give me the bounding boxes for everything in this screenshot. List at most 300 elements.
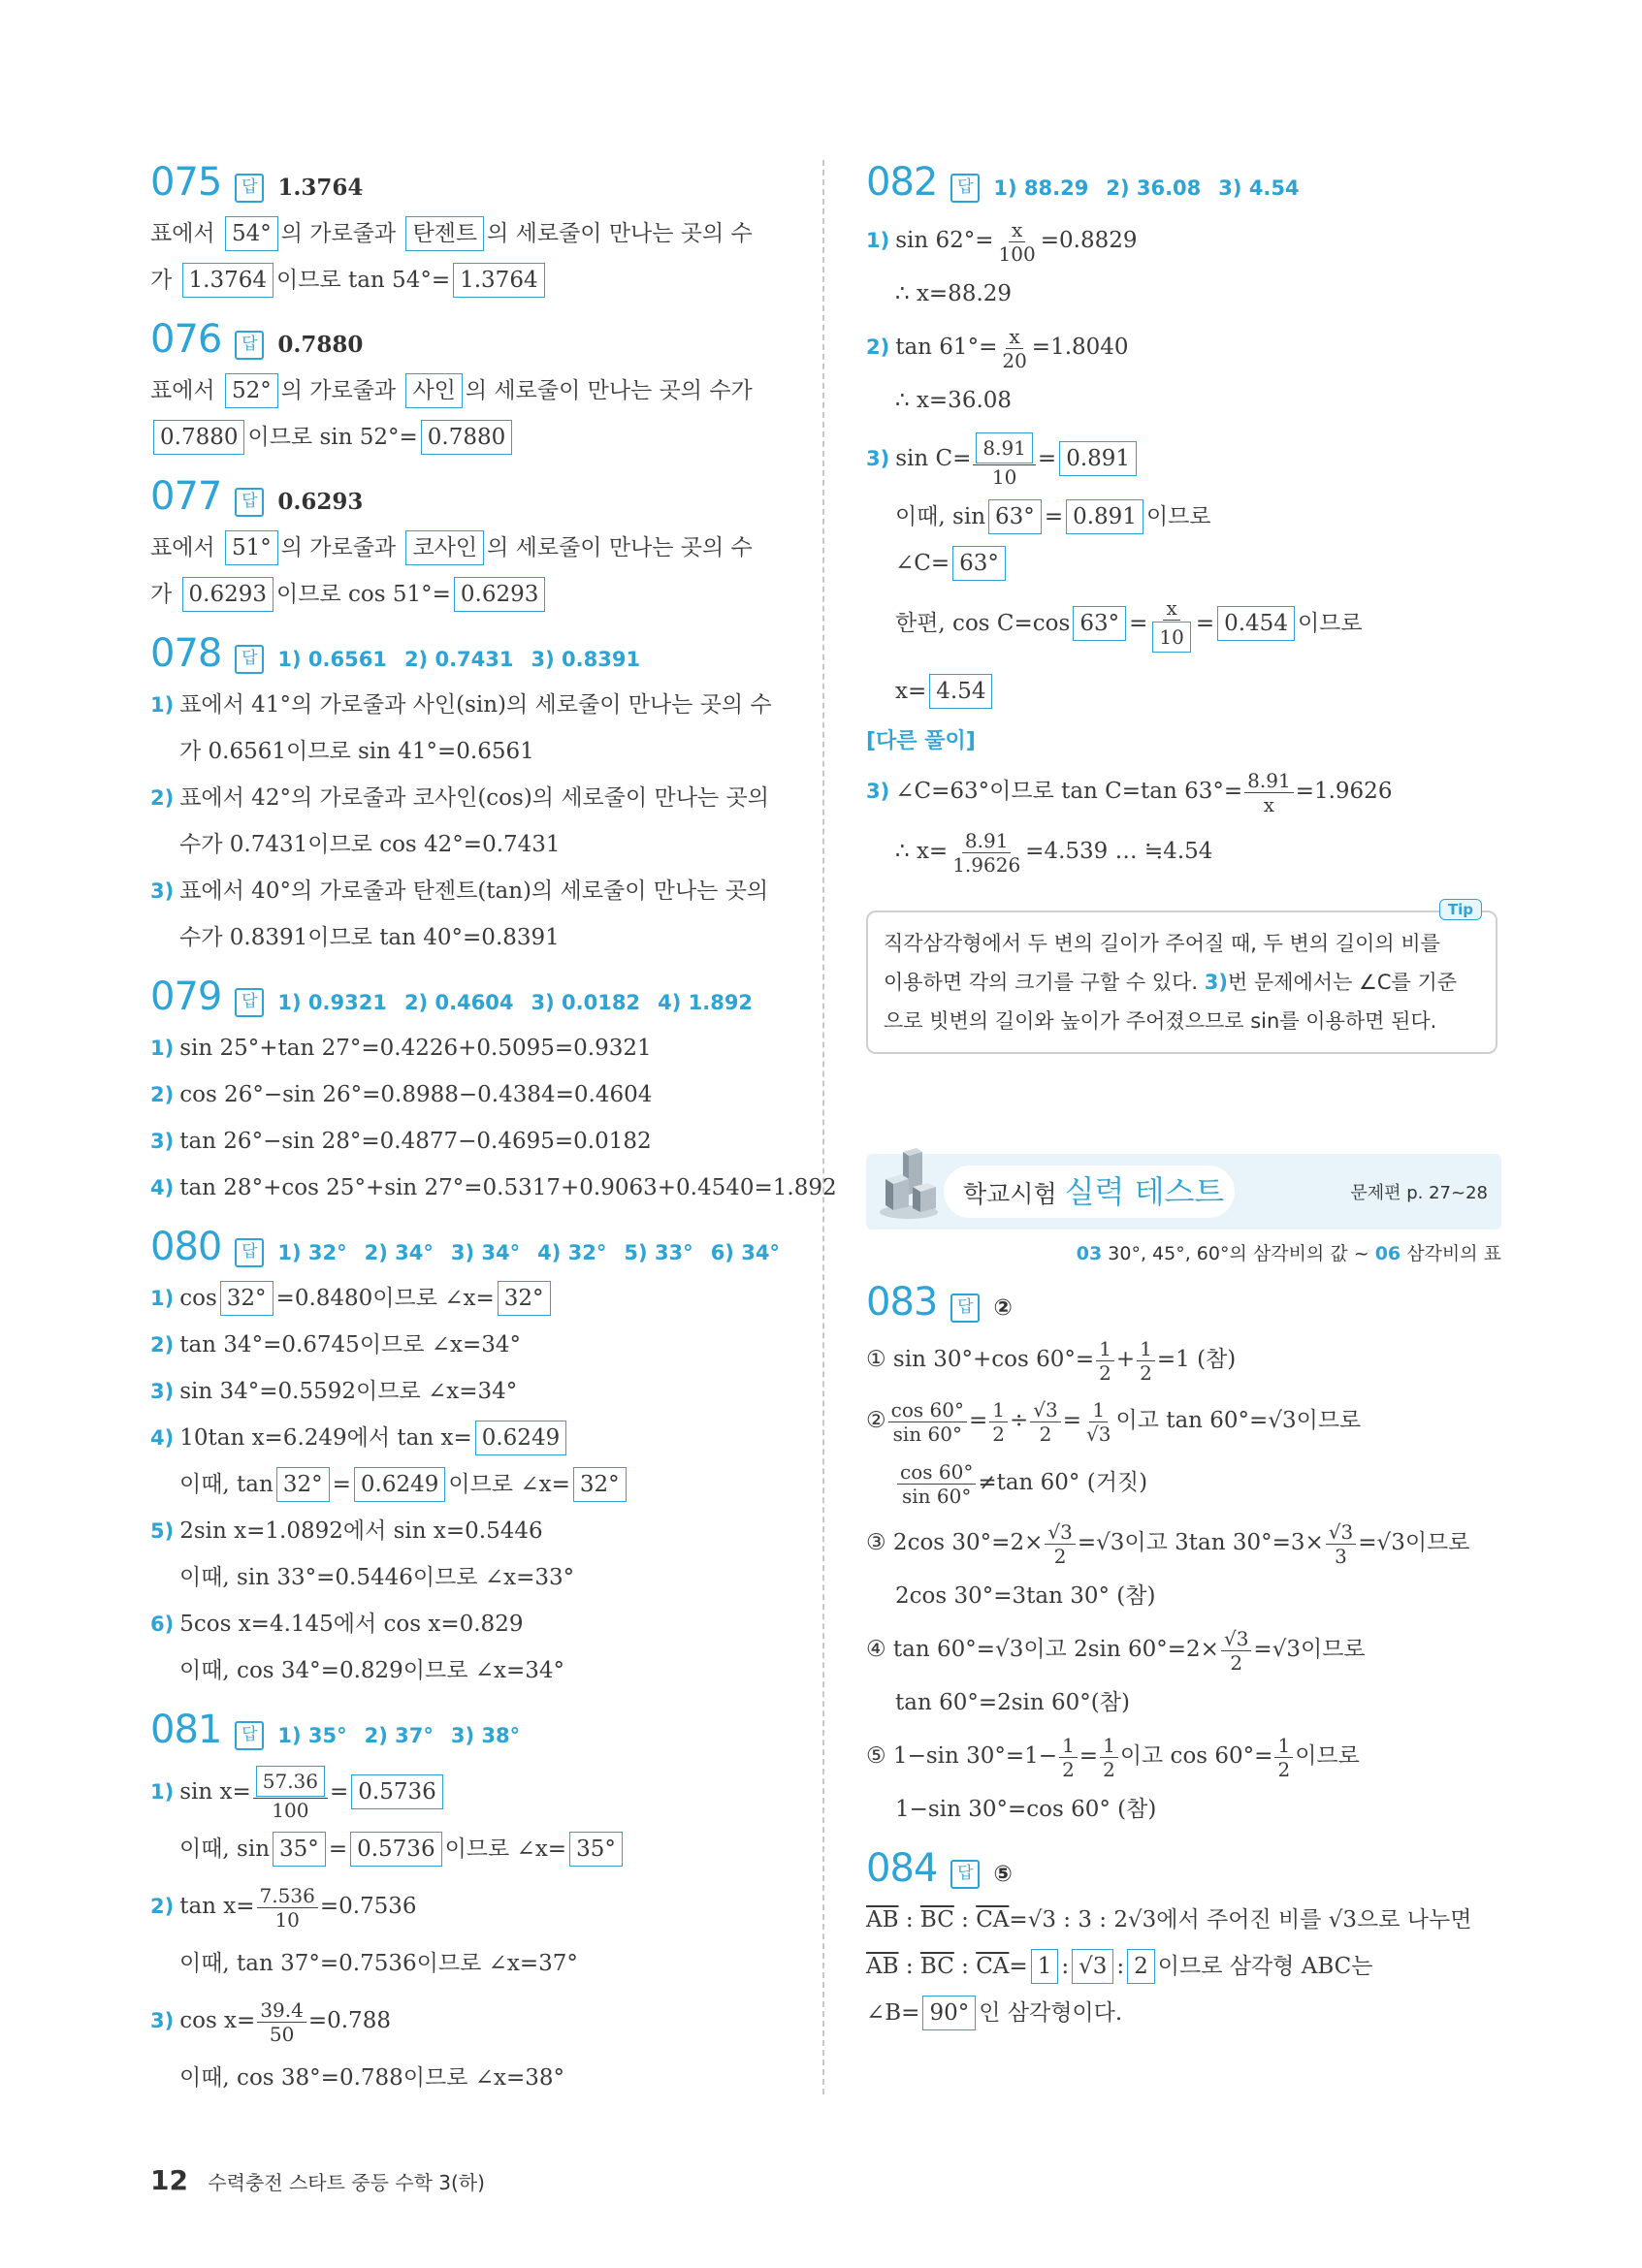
fraction [989,1398,1008,1446]
item-number: 2) [866,335,890,359]
problem-number: 079 [150,974,222,1019]
denominator: 2 [1103,1757,1115,1781]
answer-box: 35° [273,1832,326,1867]
answer-item: 3) 4.54 [1218,176,1300,200]
numerator: 1 [1096,1337,1114,1361]
text: 의 가로줄과 [280,221,397,246]
answer-box: 4.54 [929,674,992,709]
fraction [1059,1734,1078,1781]
answer-item: 3) 38° [450,1724,521,1747]
text: + [1115,1347,1136,1372]
answer-item: 2) 0.7431 [403,648,514,671]
numerator: √3 [1030,1398,1060,1422]
fraction [999,325,1029,372]
text: 의 세로줄이 만나는 곳의 수 [487,221,753,246]
text: =√3이므로 [1358,1530,1470,1555]
segment-bc: $\overline{BC}$ [919,1954,954,1979]
banner-title [944,1166,1235,1218]
text: : [898,1954,920,1979]
fraction [1326,1520,1356,1568]
text: sin 25°+tan 27°=0.4226+0.5095=0.9321 [179,1036,652,1061]
solution-line [150,210,786,257]
problem-number: 083 [866,1280,938,1325]
unit-number: 06 [1374,1243,1401,1264]
text: 표에서 [150,221,215,246]
text: 이때, sin 33°=0.5446이므로 ∠x=33° [179,1565,575,1590]
answer-item: 1) 35° [277,1724,347,1747]
answer-box: 52° [225,373,278,408]
answer-label: 답 [950,174,980,203]
answer: ② [993,1295,1013,1321]
text: =0.7536 [319,1894,417,1919]
solution-line [866,1573,1501,1619]
solution-line [150,2055,786,2101]
item-number: 3) [150,2009,175,2032]
denominator: 10 [991,464,1017,489]
solution-line [866,1513,1501,1573]
denominator: sin 60° [901,1484,972,1508]
answer-label: 답 [235,988,264,1017]
answer-label: 답 [235,645,264,674]
text: 수가 0.8391이므로 tan 40°=0.8391 [179,925,560,950]
text: 1−sin 30°=cos 60° (참) [895,1797,1157,1822]
solution-line [866,1330,1501,1389]
solution-line [866,1897,1501,1943]
text: 표에서 40°의 가로줄과 탄젠트(tan)의 세로줄이 만나는 곳의 [179,878,769,904]
problem-number: 075 [150,160,222,205]
solution-line [150,1322,786,1368]
text: cos 26°−sin 26°=0.8988−0.4384=0.4604 [179,1082,653,1107]
denominator: 2 [1140,1360,1152,1385]
fraction [1100,1734,1118,1781]
answer: 0.7880 [277,332,364,358]
answer-box: 1.3764 [453,263,544,298]
tip-tag: Tip [1439,899,1482,920]
text: ≠tan 60° (거짓) [978,1470,1148,1495]
problem-078 [150,631,786,961]
text: ① sin 30°+cos 60°= [866,1347,1095,1372]
answer-box: 8.91 [976,432,1033,463]
text: cos x= [179,2008,256,2033]
solution-line [150,1826,786,1872]
answer-box: 35° [569,1832,623,1867]
answer-box: 63° [1073,606,1126,641]
text: 이고 tan 60°=√3이므로 [1115,1408,1362,1433]
problem-081 [150,1708,786,2101]
text: 이때, tan [179,1472,274,1497]
solution-line [150,1025,786,1071]
fraction [1030,1398,1060,1446]
fraction [1096,1337,1114,1385]
numerator: 1 [1274,1734,1293,1758]
text: 표에서 41°의 가로줄과 사인(sin)의 세로줄이 만나는 곳의 수 [179,692,772,718]
answer-list [993,175,1299,201]
answer-box: 0.7880 [421,420,512,455]
solution-line [150,414,786,461]
answer-item: 5) 33° [624,1241,693,1264]
item-number: 2) [150,786,175,810]
text: 5cos x=4.145에서 cos x=0.829 [179,1612,524,1637]
answer-box: √3 [1072,1949,1113,1984]
fraction [1083,1398,1113,1446]
text: 이때, sin [179,1837,271,1862]
fraction [897,1460,976,1508]
text: : [953,1954,977,1979]
solution-line [150,1987,786,2055]
text: = [1044,504,1064,529]
answer-item: 1) 88.29 [993,176,1089,200]
solution-line [866,377,1501,424]
problem-number: 077 [150,474,222,519]
item-number: 3) [150,879,175,903]
solution-line [150,775,786,821]
text: ③ 2cos 30°=2× [866,1530,1044,1555]
text: : [898,1907,920,1933]
text: = [328,1837,348,1862]
text: tan 26°−sin 28°=0.4877−0.4695=0.0182 [179,1129,652,1154]
numerator: √3 [1221,1627,1251,1651]
text: 번 문제에서는 ∠C를 기준 [1227,971,1458,994]
text: 이므로 삼각형 ABC는 [1157,1954,1373,1979]
text: 이므로 [1297,611,1363,636]
solution-line [150,1872,786,1940]
text: 이므로 ∠x= [448,1472,570,1497]
text: = [330,1779,349,1805]
problem-number: 084 [866,1846,938,1891]
answer-label: 답 [235,1238,264,1267]
text: : [1061,1954,1070,1979]
item-number: 1) [866,229,890,252]
solution-line [150,682,786,728]
text: 의 세로줄이 만나는 곳의 수 [487,535,753,560]
numerator: x [1163,596,1179,621]
solution-line [150,1275,786,1322]
solution-line [150,571,786,618]
solution-line [866,317,1501,377]
solution-line [150,1368,786,1415]
fraction [257,1884,318,1932]
answer-item: 4) 32° [537,1241,607,1264]
denominator: x [1263,792,1275,816]
text: 표에서 42°의 가로줄과 코사인(cos)의 세로줄이 만나는 곳의 [179,785,769,811]
answer-box: 0.5736 [350,1832,441,1867]
problem-079 [150,974,837,1211]
item-number: 3) [866,780,890,803]
segment-ab: $\overline{AB}$ [866,1954,899,1979]
text: cos [179,1286,217,1311]
item-number: 3) [150,1130,175,1153]
answer-label: 답 [235,331,264,360]
solution-line [866,761,1501,821]
item-number: 1) [150,1037,175,1060]
highlight: 실력 테스트 [1064,1173,1225,1210]
right-column [866,160,1501,1054]
answer-item: 6) 34° [710,1241,780,1264]
numerator: 8.91 [962,829,1012,853]
text: 가 [150,268,173,293]
text: ∠C= [895,551,950,576]
text: =0.788 [307,2008,391,2033]
tip-line: 직각삼각형에서 두 변의 길이가 주어질 때, 두 변의 길이의 비를 [884,932,1440,955]
numerator: 1 [989,1398,1008,1422]
fraction [950,829,1023,877]
text: 이때, sin [895,504,986,529]
alternative-solution-label: [다른 풀이] [866,729,976,753]
fraction [973,431,1036,489]
text: =√3이므로 [1253,1637,1366,1662]
text: 의 가로줄과 [280,378,397,403]
answer-item: 3) 0.0182 [531,991,641,1014]
numerator: 39.4 [257,1998,306,2023]
text: ∴ x= [895,839,949,864]
item-number: 2) [150,1333,175,1357]
problem-083 [866,1280,1501,1833]
answer-item: 2) 37° [364,1724,434,1747]
text: ② [866,1408,886,1433]
solution-line [866,424,1501,494]
problem-number: 078 [150,631,222,676]
fraction [1221,1627,1251,1675]
denominator: sin 60° [892,1421,962,1446]
problem-076 [150,317,786,461]
fraction [253,1765,328,1822]
problem-084 [866,1846,1501,2036]
text: ∴ x=88.29 [895,281,1013,306]
answer-list [277,646,640,672]
solution-line [866,1453,1501,1513]
text: tan x= [179,1894,255,1919]
fraction [888,1398,967,1446]
text: =0.8480이므로 ∠x= [275,1286,495,1311]
item-number: 2) [150,1083,175,1106]
solution-line [866,210,1501,271]
solution-line [866,1726,1501,1786]
text: 이므로 ∠x= [444,1837,567,1862]
denominator: 2 [1053,1544,1067,1568]
text: 이고 cos 60°= [1119,1743,1273,1769]
denominator: 20 [1002,348,1027,372]
text: sin x= [179,1779,251,1805]
segment-bc: $\overline{BC}$ [919,1907,954,1933]
denominator: 100 [998,241,1036,266]
solution-line [150,1508,786,1554]
text: 이므로 [1295,1743,1360,1769]
solution-line [866,540,1501,587]
text: 이므로 tan 54°= [276,268,451,293]
answer-box: 0.6249 [354,1467,445,1502]
fraction [996,218,1039,266]
item-number: 5) [150,1519,175,1543]
text: 학교시험 [963,1180,1057,1208]
solution-line [150,257,786,303]
solution-line [150,914,786,961]
solution-line [150,1118,786,1165]
item-number: 3) [866,447,890,470]
answer-label: 답 [235,1721,264,1750]
text: = [968,1408,988,1433]
answer-box: 1.3764 [182,263,274,298]
solution-line [150,367,786,414]
numerator: √3 [1326,1520,1356,1545]
text: =√3이고 3tan 30°=3× [1077,1530,1324,1555]
text: 한편, cos C=cos [895,611,1071,636]
item-number: 1) [150,1287,175,1310]
item-number: 4) [150,1176,175,1199]
text: ∠B= [866,2000,920,2026]
solution-line [866,660,1501,722]
solution-line [866,1619,1501,1679]
problem-number: 076 [150,317,222,362]
book-title: 수력충전 스타트 중등 수학 3(하) [208,2171,485,2194]
answer-box: 0.891 [1066,499,1143,534]
text: 가 [150,582,173,607]
denominator: 3 [1335,1544,1347,1568]
problem-082 [866,160,1501,881]
answer-box: 탄젠트 [405,216,484,251]
fraction [257,1998,306,2046]
answer-item: 1) 0.9321 [277,991,387,1014]
solution-line [866,1786,1501,1833]
solution-line [150,1461,786,1508]
text: : [1116,1954,1125,1979]
answer-label: 답 [235,488,264,517]
answer-label: 답 [950,1294,980,1323]
right-column-lower [866,1280,1501,2036]
answer-label: 답 [950,1860,980,1889]
item-number: 1) [150,1780,175,1804]
item-number: 3) [150,1380,175,1403]
page-number: 12 [150,2164,188,2196]
answer-item: 4) 1.892 [658,991,754,1014]
solution-line [150,1071,786,1118]
item-number: 4) [150,1426,175,1450]
tip-box [866,901,1497,1054]
numerator: cos 60° [888,1398,967,1422]
denominator: 100 [272,1798,309,1822]
solution-line [866,494,1501,540]
text: 이때, tan 37°=0.7536이므로 ∠x=37° [179,1951,578,1976]
numerator: 7.536 [257,1884,318,1908]
numerator: 1 [1059,1734,1078,1758]
solution-line [866,1990,1501,2036]
text: =√3 : 3 : 2√3에서 주어진 비를 √3으로 나누면 [1009,1907,1472,1933]
cubes-icon [874,1144,942,1222]
text: 표에서 [150,378,215,403]
text: : [953,1907,977,1933]
answer-box: 사인 [405,373,462,408]
answer-box: 63° [988,499,1042,534]
text: = [1037,446,1057,471]
numerator: 1 [1089,1398,1108,1422]
text: ④ tan 60°=√3이고 2sin 60°=2× [866,1637,1219,1662]
text: 2sin x=1.0892에서 sin x=0.5446 [179,1518,543,1544]
fraction [1244,769,1294,816]
denominator: 50 [269,2022,295,2046]
item-number: 1) [150,693,175,717]
problem-number: 082 [866,160,938,205]
denominator: 1.9626 [952,852,1021,877]
text: 이므로 [1145,504,1211,529]
fraction [1045,1520,1075,1568]
answer-box: 32° [573,1467,627,1502]
denominator: 2 [1277,1757,1291,1781]
answer: ⑤ [993,1862,1013,1887]
denominator: √3 [1085,1421,1111,1446]
segment-ca: $\overline{CA}$ [976,1907,1010,1933]
text: = [1079,1743,1099,1769]
fraction [1274,1734,1293,1781]
text: = [1009,1954,1028,1979]
answer-box: 51° [225,530,278,565]
solution-line [150,1165,837,1211]
numerator: x [1009,218,1025,242]
text: ∠C=63°이므로 tan C=tan 63°= [895,779,1243,804]
tip-line: 으로 빗변의 길이와 높이가 주어졌으므로 sin를 이용하면 된다. [884,1009,1437,1033]
answer-box: 32° [220,1281,274,1316]
text: 의 가로줄과 [280,535,397,560]
text: sin 34°=0.5592이므로 ∠x=34° [179,1379,518,1404]
text: tan 28°+cos 25°+sin 27°=0.5317+0.9063+0.4540=1.892 [179,1175,837,1200]
segment-ab: $\overline{AB}$ [866,1907,899,1933]
solution-line [150,1601,786,1647]
text: 10tan x=6.249에서 tan x= [179,1425,472,1451]
answer-box: 90° [922,1996,976,2030]
numerator: 8.91 [1244,769,1294,793]
text: sin C= [895,446,972,471]
numerator: cos 60° [897,1460,976,1485]
text: = [1129,611,1148,636]
answer-item: 2) 0.4604 [403,991,514,1014]
text: =0.8829 [1040,228,1138,253]
answer-box: 10 [1152,622,1190,653]
answer-box: 코사인 [405,530,484,565]
answer-box: 63° [952,546,1006,581]
text: ÷ [1009,1408,1029,1433]
solution-line [150,1940,786,1987]
text: =4.539 … ≒4.54 [1025,839,1213,864]
answer-item: 1) 32° [277,1241,347,1264]
problem-077 [150,474,786,618]
answer-label: 답 [235,174,264,203]
text: 이므로 cos 51°= [276,582,451,607]
answer-box: 0.6249 [475,1421,566,1455]
page-reference: 문제편 p. 27~28 [1350,1183,1488,1203]
unit-number: 03 [1076,1243,1103,1264]
solution-line [866,1679,1501,1726]
answer-box: 32° [276,1467,330,1502]
solution-line [150,868,786,914]
denominator: 10 [274,1907,300,1932]
text: sin 62°= [895,228,994,253]
text: 표에서 [150,535,215,560]
numerator: x [1006,325,1022,349]
answer: 0.6293 [277,489,364,515]
answer-item: 2) 36.08 [1106,176,1202,200]
text: 인 삼각형이다. [979,2000,1123,2026]
page-footer [150,2164,485,2196]
text: =1.9626 [1295,779,1393,804]
text: 이때, cos 34°=0.829이므로 ∠x=34° [179,1658,565,1683]
text: tan 61°= [895,335,998,360]
denominator: 2 [1230,1650,1243,1675]
text: = [1195,611,1215,636]
problem-080 [150,1225,786,1694]
answer-list [277,989,753,1015]
answer-item: 3) 0.8391 [531,648,641,671]
answer-box: 1 [1031,1949,1059,1984]
text: =1 (참) [1156,1347,1237,1372]
subtopic-range [866,1239,1501,1265]
